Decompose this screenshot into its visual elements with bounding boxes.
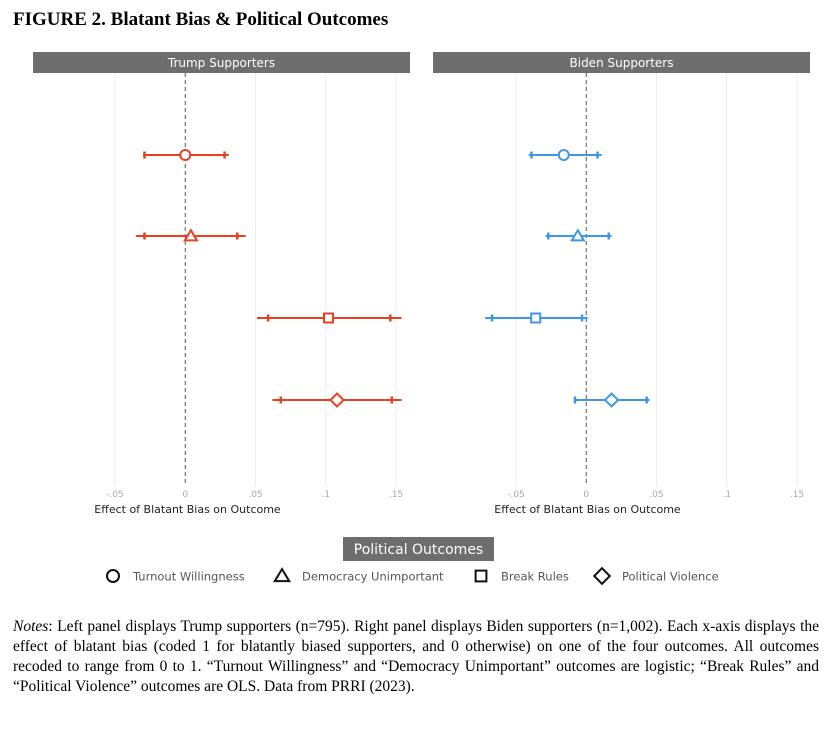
x-tick-label: .1 xyxy=(722,490,732,500)
x-tick-label: .05 xyxy=(649,490,664,500)
x-tick-label: 0 xyxy=(182,490,189,500)
point-estimate-diamond xyxy=(605,394,618,407)
estimate-diamond xyxy=(272,394,401,407)
point-estimate-circle xyxy=(180,150,190,160)
x-axis-title: Effect of Blatant Bias on Outcome xyxy=(494,503,681,516)
panel-trump xyxy=(33,52,410,516)
point-estimate-circle xyxy=(559,150,569,160)
legend-item-label: Turnout Willingness xyxy=(133,569,245,584)
point-estimate-square xyxy=(324,314,333,323)
estimate-diamond xyxy=(574,394,650,407)
x-tick-label: .05 xyxy=(248,490,263,500)
x-tick-label: .1 xyxy=(321,490,331,500)
estimate-circle xyxy=(143,150,229,160)
legend-item-triangle xyxy=(275,569,444,583)
estimate-triangle xyxy=(136,230,246,240)
legend-item-label: Democracy Unimportant xyxy=(302,569,444,584)
chart-panels xyxy=(33,52,810,516)
estimate-square xyxy=(257,314,402,323)
legend-item-square xyxy=(476,570,569,584)
estimate-triangle xyxy=(546,230,612,240)
legend-item-diamond xyxy=(594,568,718,584)
point-estimate-square xyxy=(531,314,540,323)
point-estimate-diamond xyxy=(330,394,343,407)
legend-item-label: Political Violence xyxy=(622,569,719,584)
legend xyxy=(107,537,719,584)
figure-title: FIGURE 2. Blatant Bias & Political Outcomes xyxy=(13,9,389,30)
estimate-square xyxy=(485,314,588,323)
x-tick-label: .15 xyxy=(388,490,404,500)
legend-circle-icon xyxy=(107,570,119,582)
legend-diamond-icon xyxy=(594,568,610,584)
panel-strip-label: Trump Supporters xyxy=(167,56,276,70)
legend-item-circle xyxy=(107,570,245,584)
x-tick-label: 0 xyxy=(583,490,590,500)
legend-square-icon xyxy=(476,571,487,582)
x-tick-label: -.05 xyxy=(507,490,525,500)
legend-triangle-icon xyxy=(275,569,289,581)
figure-notes xyxy=(13,617,819,697)
panel-strip-label: Biden Supporters xyxy=(569,56,674,70)
legend-item-label: Break Rules xyxy=(501,569,569,584)
notes-text: : Left panel displays Trump supporters (n=795). Right panel displays Biden supporters (n=1,002). Each x-axis displays the effect of blatant bias (coded 1 for blatantly biased supporters, and 0 otherwise) on one of the four outcomes. All outcomes recoded to range from 0 to 1. “Turnout Willingness” and “Democracy Unimportant” outcomes are logistic; “Break Rules” and “Political Violence” outcomes are OLS. Data from PRRI (2023). xyxy=(13,618,819,695)
estimate-circle xyxy=(529,150,602,160)
panel-biden xyxy=(433,52,810,516)
notes-label: Notes xyxy=(13,618,49,635)
legend-title: Political Outcomes xyxy=(353,542,484,558)
x-axis-title: Effect of Blatant Bias on Outcome xyxy=(94,503,281,516)
x-tick-label: .15 xyxy=(789,490,805,500)
x-tick-label: -.05 xyxy=(106,490,124,500)
